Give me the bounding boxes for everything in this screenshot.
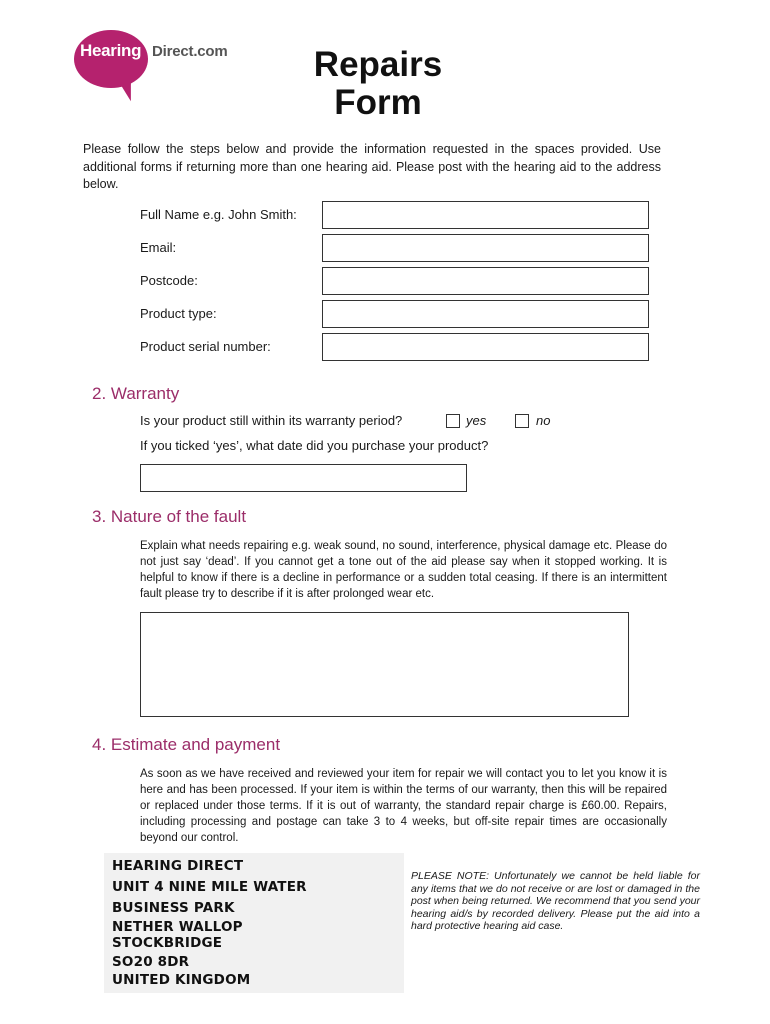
- warranty-yes-label: yes: [466, 413, 487, 428]
- purchase-date-field[interactable]: [140, 464, 467, 492]
- postcode-label: Postcode:: [140, 273, 198, 288]
- email-field[interactable]: [322, 234, 649, 262]
- serial-number-label: Product serial number:: [140, 339, 271, 354]
- address-line: UNIT 4 NINE MILE WATER: [112, 879, 307, 895]
- intro-text: Please follow the steps below and provide the information requested in the spaces provided. Use additional forms if returning more than one hearing aid. Please post with the hearing aid to the address below.: [83, 142, 661, 191]
- logo-text-direct: Direct.com: [152, 43, 228, 60]
- warranty-heading: 2. Warranty: [92, 384, 180, 403]
- warranty-yes-checkbox[interactable]: [446, 414, 460, 428]
- address-line: STOCKBRIDGE: [112, 935, 223, 951]
- product-type-label: Product type:: [140, 306, 217, 321]
- estimate-heading: 4. Estimate and payment: [92, 735, 281, 754]
- full-name-label: Full Name e.g. John Smith:: [140, 207, 297, 222]
- fault-description-field[interactable]: [140, 612, 629, 717]
- address-line: UNITED KINGDOM: [112, 972, 251, 988]
- address-line: HEARING DIRECT: [112, 858, 244, 874]
- warranty-question: Is your product still within its warranty period?: [140, 413, 403, 428]
- postal-address: [104, 853, 404, 993]
- postcode-field[interactable]: [322, 267, 649, 295]
- estimate-text: As soon as we have received and reviewed your item for repair we will contact you to let you know it is here and has been processed. If your item is within the terms of our warranty, then this will be repaired or replaced under those terms. If it is out of warranty, the standard repair charge is £60.00. Repairs, including processing and postage can take 3 to 4 weeks, but off-site repair times are occasionally beyond our control.: [140, 768, 667, 844]
- full-name-field[interactable]: [322, 201, 649, 229]
- address-line: BUSINESS PARK: [112, 900, 235, 916]
- address-line: SO20 8DR: [112, 954, 190, 970]
- address-line: NETHER WALLOP: [112, 919, 243, 935]
- serial-number-field[interactable]: [322, 333, 649, 361]
- logo-text-hearing: Hearing: [80, 41, 142, 60]
- liability-note: PLEASE NOTE: Unfortunately we cannot be held liable for any items that we do not receive or are lost or damaged in the post when being returned. We recommend that you send your hearing aid/s by recorded delivery. Please put the aid into a hard protective hearing aid case.: [411, 870, 700, 932]
- title-line-1: Repairs: [313, 45, 443, 84]
- product-type-field[interactable]: [322, 300, 649, 328]
- fault-instructions: Explain what needs repairing e.g. weak sound, no sound, interference, physical damage etc. Please do not just say ‘dead’. If you cannot get a tone out of the aid please say when it stopped working. It is helpful to know if there is a decline in performance or a sudden total ceasing. If there is an intermittent fault please try to describe if it is after prolonged wear etc.: [140, 540, 667, 600]
- email-label: Email:: [140, 240, 177, 255]
- fault-heading: 3. Nature of the fault: [92, 507, 247, 526]
- warranty-no-checkbox[interactable]: [515, 414, 529, 428]
- hearingdirect-logo: [74, 30, 234, 92]
- page-title: [288, 46, 468, 122]
- purchase-date-question: If you ticked ‘yes’, what date did you purchase your product?: [140, 438, 489, 453]
- title-line-2: Form: [334, 83, 422, 122]
- warranty-no-label: no: [536, 413, 551, 428]
